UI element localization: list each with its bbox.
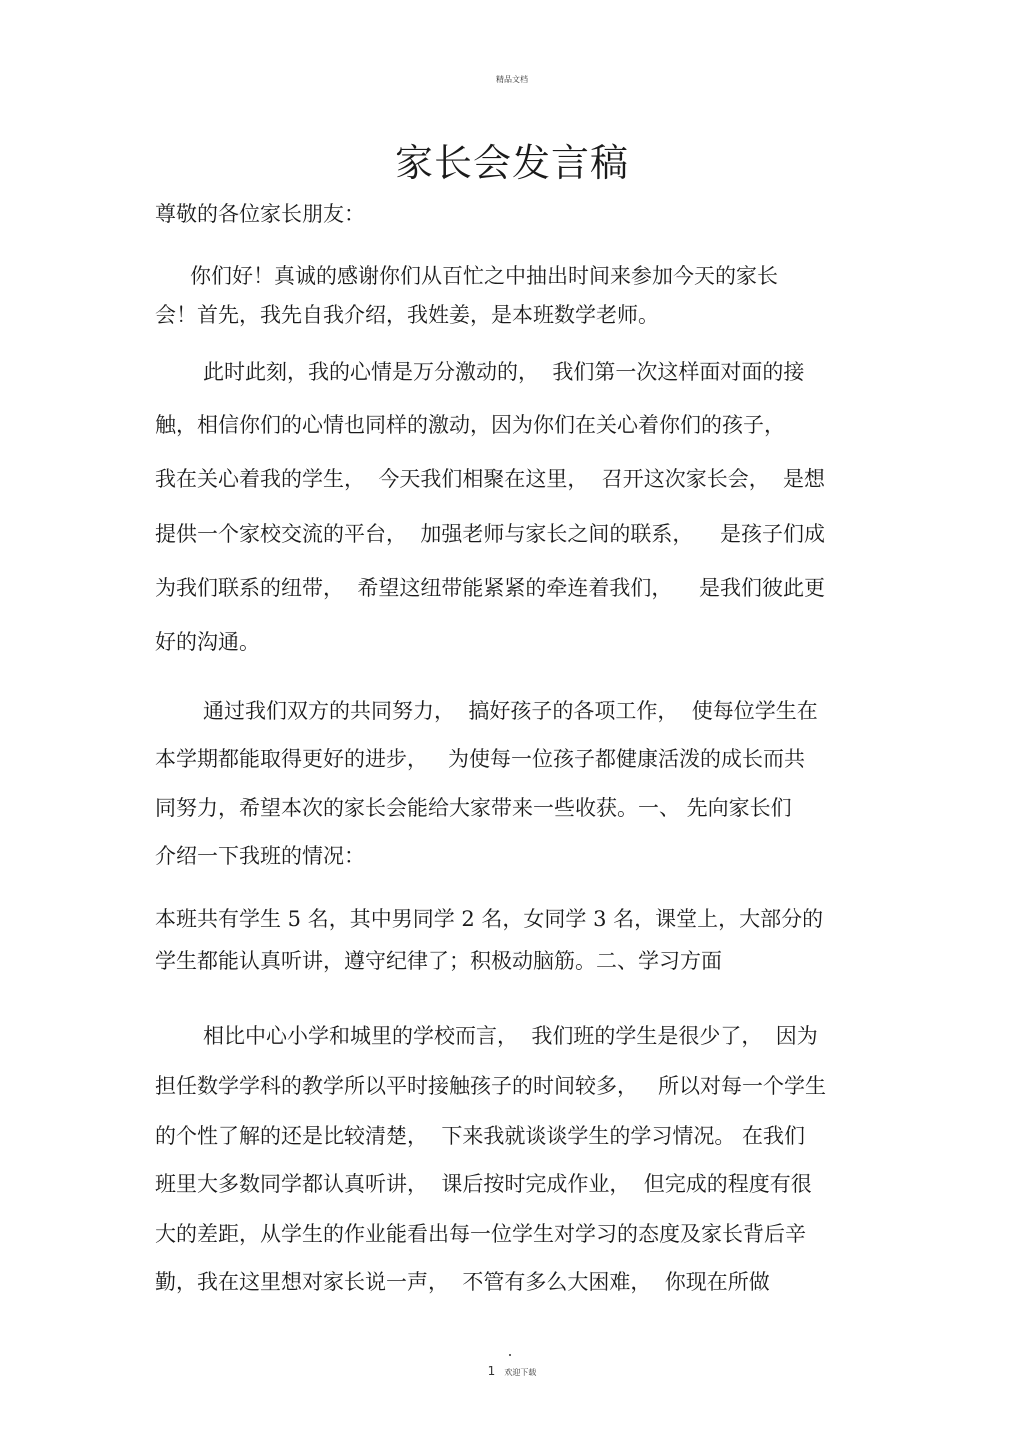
paragraph-line: 介绍一下我班的情况： — [155, 844, 365, 868]
paragraph-line: 相比中心小学和城里的学校而言， 我们班的学生是很少了， 因为 — [203, 1024, 818, 1048]
paragraph-line: 大的差距，从学生的作业能看出每一位学生对学习的态度及家长背后辛 — [155, 1222, 806, 1246]
paragraph-line: 提供一个家校交流的平台， 加强老师与家长之间的联系， 是孩子们成 — [155, 522, 826, 546]
paragraph-line: 我在关心着我的学生， 今天我们相聚在这里， 召开这次家长会， 是想 — [155, 467, 826, 491]
paragraph-line: 同努力，希望本次的家长会能给大家带来一些收获。一、 先向家长们 — [155, 796, 792, 820]
paragraph-line: 本班共有学生 5 名，其中男同学 2 名，女同学 3 名，课堂上，大部分的 — [155, 907, 824, 931]
paragraph-line: 本学期都能取得更好的进步， 为使每一位孩子都健康活泼的成长而共 — [155, 747, 806, 771]
document-title: 家长会发言稿 — [394, 141, 629, 185]
page-header: 精品文档 — [496, 75, 528, 84]
footer-dot — [509, 1354, 511, 1356]
paragraph-line: 触，相信你们的心情也同样的激动，因为你们在关心着你们的孩子， — [155, 413, 785, 437]
paragraph-line: 你们好！真诚的感谢你们从百忙之中抽出时间来参加今天的家长 — [190, 264, 778, 288]
paragraph-line: 担任数学学科的教学所以平时接触孩子的时间较多， 所以对每一个学生 — [155, 1074, 827, 1098]
paragraph-line: 勤，我在这里想对家长说一声， 不管有多么大困难， 你现在所做 — [155, 1270, 770, 1294]
paragraph-line: 学生都能认真听讲，遵守纪律了；积极动脑筋。二、学习方面 — [155, 949, 722, 973]
paragraph-line: 班里大多数同学都认真听讲， 课后按时完成作业， 但完成的程度有很 — [155, 1172, 812, 1196]
paragraph-line: 此时此刻，我的心情是万分激动的， 我们第一次这样面对面的接 — [203, 360, 805, 384]
paragraph-line: 的个性了解的还是比较清楚， 下来我就谈谈学生的学习情况。 在我们 — [155, 1124, 806, 1148]
salutation: 尊敬的各位家长朋友： — [155, 202, 365, 226]
paragraph-line: 通过我们双方的共同努力， 搞好孩子的各项工作， 使每位学生在 — [203, 699, 818, 723]
paragraph-line: 会！首先，我先自我介绍，我姓姜，是本班数学老师。 — [155, 303, 659, 327]
paragraph-line: 为我们联系的纽带， 希望这纽带能紧紧的牵连着我们， 是我们彼此更 — [155, 576, 826, 600]
paragraph-line: 好的沟通。 — [155, 630, 260, 654]
page-number: 1 — [487, 1364, 496, 1378]
page-footer — [0, 1360, 1024, 1379]
footer-text: 欢迎下载 — [504, 1368, 537, 1377]
